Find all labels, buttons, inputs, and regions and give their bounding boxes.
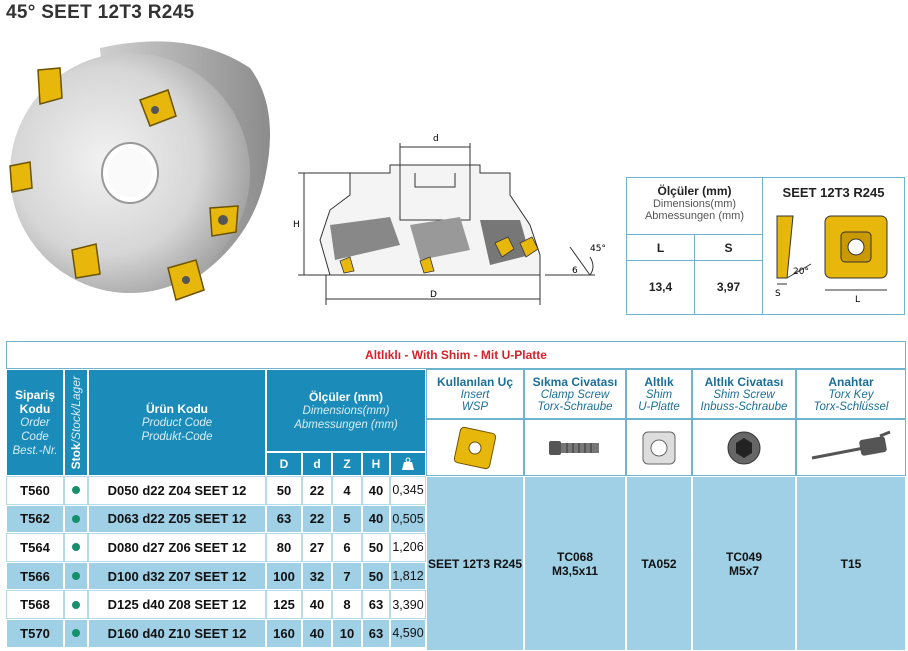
- table-cell-Z: 10: [332, 619, 362, 648]
- header-shim-screw: Altlık Civatası Shim Screw Inbuss-Schraube: [692, 369, 796, 419]
- table-cell-D: 50: [266, 476, 302, 505]
- table-cell-d: 40: [302, 619, 332, 648]
- table-cell-code: T566: [6, 562, 64, 591]
- table-cell-D: 80: [266, 533, 302, 562]
- insert-l-label: L: [855, 295, 861, 305]
- table-cell-w: 0,345: [390, 476, 426, 505]
- clamp-screw-cell: TC068 M3,5x11: [524, 476, 626, 651]
- col-d: d: [302, 452, 332, 476]
- torx-key-icon: [808, 430, 894, 466]
- shim-icon: [639, 428, 679, 468]
- table-cell-w: 3,390: [390, 590, 426, 619]
- header-insert: Kullanılan Uç Insert WSP: [426, 369, 524, 419]
- table-cell-w: 1,812: [390, 562, 426, 591]
- insert-image: [426, 419, 524, 476]
- header-torx-key: Anahtar Torx Key Torx-Schlüssel: [796, 369, 906, 419]
- col-l: L: [627, 235, 695, 260]
- col-s: S: [724, 241, 733, 255]
- table-cell-H: 63: [362, 590, 390, 619]
- header-stock: Stok/Stock/Lager: [64, 369, 88, 476]
- table-cell-code: T560: [6, 476, 64, 505]
- stock-dot-icon: [72, 543, 80, 551]
- table-cell-dot: [64, 619, 88, 648]
- insert-s-label: S: [775, 289, 781, 299]
- val-l: 13,4: [627, 261, 695, 314]
- cutter-section-drawing: [290, 125, 610, 310]
- header-dimensions: Ölçüler (mm) Dimensions(mm) Abmessungen (mm): [266, 369, 426, 452]
- header-clamp-screw: Sıkma Civatası Clamp Screw Torx-Schraube: [524, 369, 626, 419]
- col-H: H: [362, 452, 390, 476]
- torx-key-image: [796, 419, 906, 476]
- stock-dot-icon: [72, 629, 80, 637]
- clamp-screw-image: [524, 419, 626, 476]
- col-weight: [390, 452, 426, 476]
- table-cell-product: D063 d22 Z05 SEET 12: [88, 505, 266, 534]
- val-s: 3,97: [716, 280, 741, 294]
- table-cell-d: 22: [302, 505, 332, 534]
- dim-d-label: d: [433, 134, 439, 144]
- shim-image: [626, 419, 692, 476]
- table-cell-code: T562: [6, 505, 64, 534]
- table-cell-product: D100 d32 Z07 SEET 12: [88, 562, 266, 591]
- table-cell-H: 50: [362, 533, 390, 562]
- col-D: D: [266, 452, 302, 476]
- table-cell-d: 32: [302, 562, 332, 591]
- table-cell-d: 40: [302, 590, 332, 619]
- table-cell-Z: 6: [332, 533, 362, 562]
- stock-dot-icon: [72, 572, 80, 580]
- face-mill-cutter-image: [0, 28, 280, 318]
- page-title: 45° SEET 12T3 R245: [6, 2, 195, 23]
- table-cell-Z: 8: [332, 590, 362, 619]
- weight-icon: [401, 457, 415, 471]
- table-cell-product: D160 d40 Z10 SEET 12: [88, 619, 266, 648]
- table-cell-dot: [64, 562, 88, 591]
- stock-dot-icon: [72, 486, 80, 494]
- header-product-code: Ürün Kodu Product Code Produkt-Code: [88, 369, 266, 476]
- insert-cell: SEET 12T3 R245: [426, 476, 524, 651]
- table-cell-w: 0,505: [390, 505, 426, 534]
- six-label: 6: [572, 266, 578, 276]
- table-cell-H: 40: [362, 476, 390, 505]
- table-cell-Z: 7: [332, 562, 362, 591]
- table-cell-w: 1,206: [390, 533, 426, 562]
- table-cell-D: 63: [266, 505, 302, 534]
- table-cell-d: 27: [302, 533, 332, 562]
- insert-dimension-panel: [626, 177, 905, 315]
- table-cell-dot: [64, 476, 88, 505]
- col-Z: Z: [332, 452, 362, 476]
- insert-drawing: [763, 208, 905, 308]
- table-cell-D: 160: [266, 619, 302, 648]
- table-cell-D: 100: [266, 562, 302, 591]
- table-cell-product: D050 d22 Z04 SEET 12: [88, 476, 266, 505]
- insert-icon: [453, 426, 497, 470]
- insert-title: SEET 12T3 R245: [782, 185, 885, 200]
- dim-sub-de: Abmessungen (mm): [644, 210, 745, 222]
- hex-screw-icon: [724, 428, 764, 468]
- table-cell-Z: 4: [332, 476, 362, 505]
- header-shim: Altlık Shim U-Platte: [626, 369, 692, 419]
- table-cell-d: 22: [302, 476, 332, 505]
- table-cell-w: 4,590: [390, 619, 426, 648]
- table-cell-H: 63: [362, 619, 390, 648]
- shim-cell: TA052: [626, 476, 692, 651]
- table-title: Altlıklı - With Shim - Mit U-Platte: [6, 341, 906, 369]
- insert-angle-label: 20°: [793, 267, 809, 277]
- dim-heading: Ölçüler (mm): [657, 184, 732, 198]
- table-cell-Z: 5: [332, 505, 362, 534]
- table-cell-D: 125: [266, 590, 302, 619]
- table-cell-code: T568: [6, 590, 64, 619]
- table-cell-H: 40: [362, 505, 390, 534]
- dim-h-label: H: [293, 220, 300, 230]
- stock-dot-icon: [72, 515, 80, 523]
- table-cell-dot: [64, 505, 88, 534]
- torx-key-cell: T15: [796, 476, 906, 651]
- table-cell-code: T570: [6, 619, 64, 648]
- angle-label: 45°: [590, 244, 606, 254]
- dim-sub-en: Dimensions(mm): [652, 198, 737, 210]
- table-cell-product: D080 d27 Z06 SEET 12: [88, 533, 266, 562]
- screw-icon: [547, 433, 603, 463]
- table-cell-product: D125 d40 Z08 SEET 12: [88, 590, 266, 619]
- stock-dot-icon: [72, 601, 80, 609]
- header-order-code: Sipariş Kodu Order Code Best.-Nr.: [6, 369, 64, 476]
- table-cell-dot: [64, 590, 88, 619]
- dim-big-d-label: D: [430, 290, 437, 300]
- product-table: [6, 341, 906, 641]
- table-cell-dot: [64, 533, 88, 562]
- shim-screw-cell: TC049 M5x7: [692, 476, 796, 651]
- shim-screw-image: [692, 419, 796, 476]
- table-cell-H: 50: [362, 562, 390, 591]
- table-cell-code: T564: [6, 533, 64, 562]
